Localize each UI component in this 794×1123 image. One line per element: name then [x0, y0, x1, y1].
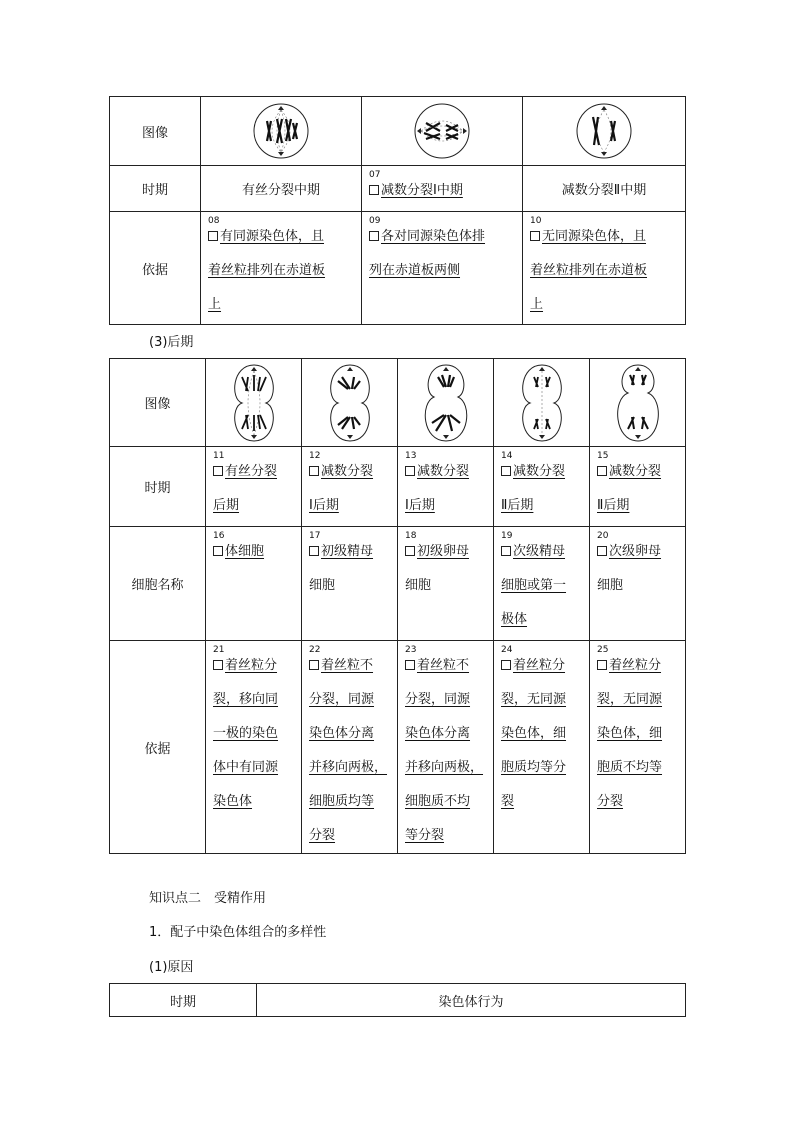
blank-box-icon [213, 466, 223, 476]
mitosis-metaphase-diagram [201, 97, 362, 166]
blank-box-icon [309, 660, 319, 670]
blank-box-icon [530, 231, 540, 241]
heading-anaphase: (3)后期 [149, 335, 194, 350]
row-label-cell-name: 细胞名称 [110, 527, 206, 641]
blank-box-icon [405, 546, 415, 556]
chromosome-behavior-table [109, 983, 686, 1017]
row-label-image: 图像 [110, 97, 201, 166]
blank-19: 19 次级精母 细胞或第一 极体 [494, 527, 590, 641]
blank-10: 10 无同源染色体，且 着丝粒排列在赤道板 上 [523, 212, 686, 325]
row-label-basis: 依据 [110, 212, 201, 325]
header-period: 时期 [110, 984, 257, 1017]
period-mitosis-metaphase: 有丝分裂中期 [201, 166, 362, 212]
blank-15: 15 减数分裂 Ⅱ后期 [590, 447, 686, 527]
blank-box-icon [501, 546, 511, 556]
blank-box-icon [309, 546, 319, 556]
blank-box-icon [597, 466, 607, 476]
section-title: 知识点二 受精作用 [149, 891, 267, 906]
sub-heading-cause: (1)原因 [149, 960, 194, 975]
anaphase-table [109, 358, 686, 854]
row-label-period: 时期 [110, 447, 206, 527]
blank-box-icon [501, 660, 511, 670]
blank-box-icon [405, 660, 415, 670]
blank-14: 14 减数分裂 Ⅱ后期 [494, 447, 590, 527]
blank-11: 11 有丝分裂 后期 [206, 447, 302, 527]
meiosis-i-metaphase-diagram [362, 97, 523, 166]
blank-box-icon [405, 466, 415, 476]
blank-box-icon [213, 660, 223, 670]
blank-09: 09 各对同源染色体排 列在赤道板两侧 [362, 212, 523, 325]
blank-17: 17 初级精母 细胞 [302, 527, 398, 641]
blank-box-icon [213, 546, 223, 556]
blank-box-icon [369, 231, 379, 241]
point-heading: 1．配子中染色体组合的多样性 [149, 925, 327, 940]
blank-18: 18 初级卵母 细胞 [398, 527, 494, 641]
blank-20: 20 次级卵母 细胞 [590, 527, 686, 641]
row-label-image: 图像 [110, 359, 206, 447]
blank-23: 23 着丝粒不 分裂，同源 染色体分离 并移向两极， 细胞质不均 等分裂 [398, 641, 494, 854]
header-chromosome-behavior: 染色体行为 [257, 984, 686, 1017]
blank-12: 12 减数分裂 Ⅰ后期 [302, 447, 398, 527]
row-label-period: 时期 [110, 166, 201, 212]
blank-box-icon [597, 660, 607, 670]
blank-07: 07 减数分裂Ⅰ中期 [362, 166, 523, 212]
blank-box-icon [369, 185, 379, 195]
blank-16: 16 体细胞 [206, 527, 302, 641]
blank-13: 13 减数分裂 Ⅰ后期 [398, 447, 494, 527]
blank-21: 21 着丝粒分 裂，移向同 一极的染色 体中有同源 染色体 [206, 641, 302, 854]
mitosis-anaphase-diagram [206, 359, 302, 447]
blank-08: 08 有同源染色体，且 着丝粒排列在赤道板 上 [201, 212, 362, 325]
meiosis-i-anaphase-sperm-diagram [302, 359, 398, 447]
blank-box-icon [501, 466, 511, 476]
meiosis-ii-anaphase-sperm-diagram [494, 359, 590, 447]
meiosis-ii-anaphase-egg-diagram [590, 359, 686, 447]
period-meiosis-ii-metaphase: 减数分裂Ⅱ中期 [523, 166, 686, 212]
blank-25: 25 着丝粒分 裂，无同源 染色体，细 胞质不均等 分裂 [590, 641, 686, 854]
blank-box-icon [208, 231, 218, 241]
blank-24: 24 着丝粒分 裂，无同源 染色体，细 胞质均等分 裂 [494, 641, 590, 854]
blank-22: 22 着丝粒不 分裂，同源 染色体分离 并移向两极， 细胞质均等 分裂 [302, 641, 398, 854]
meiosis-i-anaphase-egg-diagram [398, 359, 494, 447]
metaphase-table [109, 96, 686, 325]
meiosis-ii-metaphase-diagram [523, 97, 686, 166]
row-label-basis: 依据 [110, 641, 206, 854]
blank-box-icon [597, 546, 607, 556]
blank-box-icon [309, 466, 319, 476]
